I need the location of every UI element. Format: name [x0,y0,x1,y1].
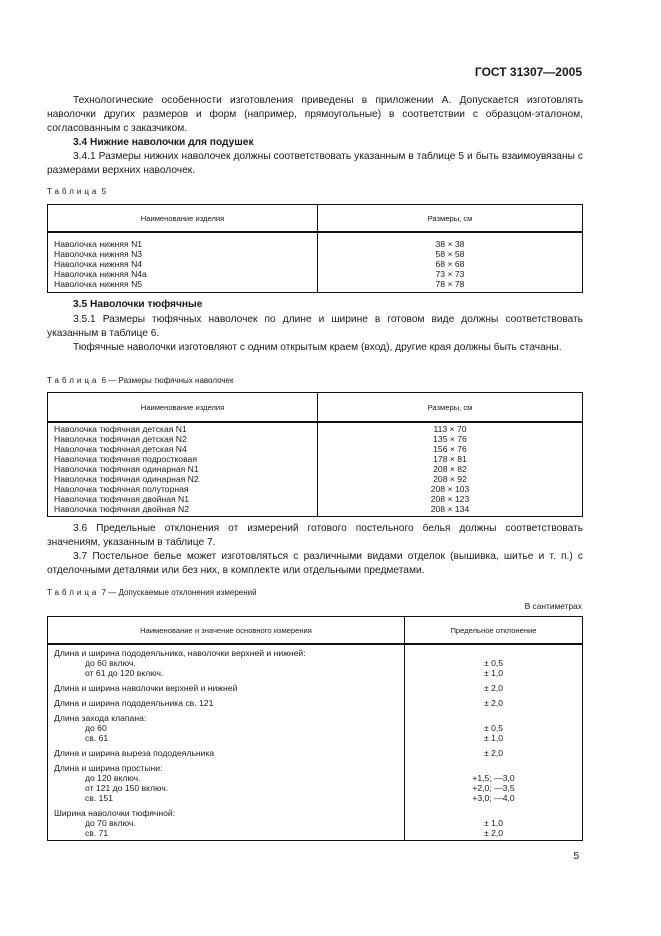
caption-word: Таблица [47,588,100,597]
caption-title: 7 — Допускаемые отклонения измерений [101,588,257,597]
table-row [48,710,583,745]
column-header: Размеры, см [318,205,583,233]
size-cell: 178 × 81 [433,454,467,464]
deviation-value: ± 1,0 [483,668,504,678]
size-cell: 73 × 73 [435,269,465,279]
product-name-cell: Наволочка тюфячная детская N4 [54,444,187,454]
deviation-value: ± 2,0 [483,828,504,838]
size-cell: 38 × 38 [435,239,465,249]
caption-word: Таблица [47,187,100,196]
table-row [48,760,583,805]
column-header: Наименование изделия [48,205,318,233]
size-cell: 208 × 92 [433,474,467,484]
product-name-cell: Наволочка нижняя N4a [54,269,147,279]
table-row [48,644,583,680]
product-name-cell: Наволочка нижняя N3 [54,249,143,259]
deviation-value: +3,0; —4,0 [472,793,515,803]
measurement-name: Длина и ширина выреза пододеяльника [54,748,215,758]
caption-title: 6 — Размеры тюфячных наволочек [101,376,234,385]
deviation-value [405,808,582,818]
deviation-value: ± 2,0 [483,683,504,693]
table-5 [47,204,583,293]
deviation-value: +1,5; —3,0 [472,773,515,783]
measurement-name: Ширина наволочки тюфячной: [54,808,176,818]
deviation-value [405,763,582,773]
table-6 [47,392,583,517]
paragraph-3-5-1: 3.5.1 Размеры тюфячных наволочек по длине и ширине в готовом виде должны соответствовать указанным в таблице 6. [47,314,583,339]
measurement-range: св. 71 [85,828,109,838]
table5-caption [47,187,106,196]
size-cell: 135 × 76 [433,434,467,444]
size-cell: 208 × 82 [433,464,467,474]
deviation-value [405,648,582,658]
units-note: В сантиметрах [524,601,582,611]
deviation-value: +2,0; —3,5 [472,783,515,793]
table7-caption [47,588,257,597]
paragraph-3-5-1-b: Тюфячные наволочки изготовляют с одним открытым краем (вход), другие края должны быть стачаны. [73,342,562,353]
paragraph-3-7: 3.7 Постельное белье может изготовляться с различными видами отделок (вышивка, шитье и т. п.) с отделочными деталями или без них, в комплекте или отдельными предметами. [47,551,583,576]
measurement-name: Длина и ширина простыни: [54,763,163,773]
product-name-cell: Наволочка тюфячная детская N2 [54,434,187,444]
deviation-value [405,713,582,723]
measurement-name: Длина и ширина пододеяльника, наволочки верхней и нижней: [54,648,306,658]
product-name-cell: Наволочка тюфячная одинарная N2 [54,474,199,484]
table-row [48,680,583,695]
table-row [48,805,583,841]
measurement-name: Длина и ширина пододеяльника св. 121 [54,698,214,708]
caption-number: 5 [101,187,107,196]
measurement-range: до 60 включ. [85,658,136,668]
product-name-cell: Наволочка тюфячная детская N1 [54,424,187,434]
measurement-range: до 120 включ. [85,773,141,783]
size-cell: 58 × 58 [435,249,465,259]
product-name-cell: Наволочка тюфячная одинарная N1 [54,464,199,474]
table-row [48,695,583,710]
measurement-range: до 60 [85,723,107,733]
measurement-range: св. 151 [85,793,113,803]
product-name-cell: Наволочка тюфячная двойная N2 [54,504,190,514]
measurement-range: до 70 включ. [85,818,136,828]
size-cell: 113 × 70 [433,424,467,434]
deviation-value: ± 1,0 [483,818,504,828]
page-number: 5 [573,851,579,862]
deviation-value: ± 0,5 [483,658,504,668]
deviation-value: ± 2,0 [483,748,504,758]
deviation-value: ± 2,0 [483,698,504,708]
size-cell: 208 × 123 [430,494,470,504]
column-header: Наименование и значение основного измерения [48,617,405,645]
paragraph-3-4-1: 3.4.1 Размеры нижних наволочек должны соответствовать указанным в таблице 5 и быть взаимоувязаны с размерами верхних наволочек. [47,151,583,176]
deviation-value: ± 1,0 [483,733,504,743]
measurement-range: св. 61 [85,733,109,743]
section-3-5-heading: 3.5 Наволочки тюфячные [73,299,203,310]
deviation-value: ± 0,5 [483,723,504,733]
size-cell: 156 × 76 [433,444,467,454]
intro-paragraph: Технологические особенности изготовления приведены в приложении А. Допускается изготовлять наволочки других размеров и форм (например, прямоугольные) в соответствии с образцом-эталоном, согласованным с заказчиком. [47,95,583,134]
table-row [48,745,583,760]
product-name-cell: Наволочка тюфячная подростковая [54,454,197,464]
measurement-range: от 121 до 150 включ. [85,783,169,793]
product-name-cell: Наволочка тюфячная полуторная [54,484,189,494]
caption-word: Таблица [47,376,100,385]
measurement-name: Длина захода клапана: [54,713,147,723]
size-cell: 208 × 103 [430,484,470,494]
size-cell: 208 × 134 [430,504,470,514]
size-cell: 68 × 68 [435,259,465,269]
product-name-cell: Наволочка нижняя N5 [54,279,143,289]
column-header: Предельное отклонение [405,617,583,645]
paragraph-3-6: 3.6 Предельные отклонения от измерений готового постельного белья должны соответствовать значениям, указанным в таблице 7. [47,523,583,548]
table-7 [47,616,583,841]
column-header: Наименование изделия [48,393,318,423]
size-cell: 78 × 78 [435,279,465,289]
product-name-cell: Наволочка нижняя N1 [54,239,143,249]
measurement-range: от 61 до 120 включ. [85,668,164,678]
measurement-name: Длина и ширина наволочки верхней и нижней [54,683,238,693]
product-name-cell: Наволочка тюфячная двойная N1 [54,494,190,504]
section-3-4-heading: 3.4 Нижние наволочки для подушек [73,137,254,148]
table6-caption [47,376,233,385]
document-code: ГОСТ 31307—2005 [474,65,582,79]
column-header: Размеры, см [318,393,583,423]
product-name-cell: Наволочка нижняя N4 [54,259,143,269]
